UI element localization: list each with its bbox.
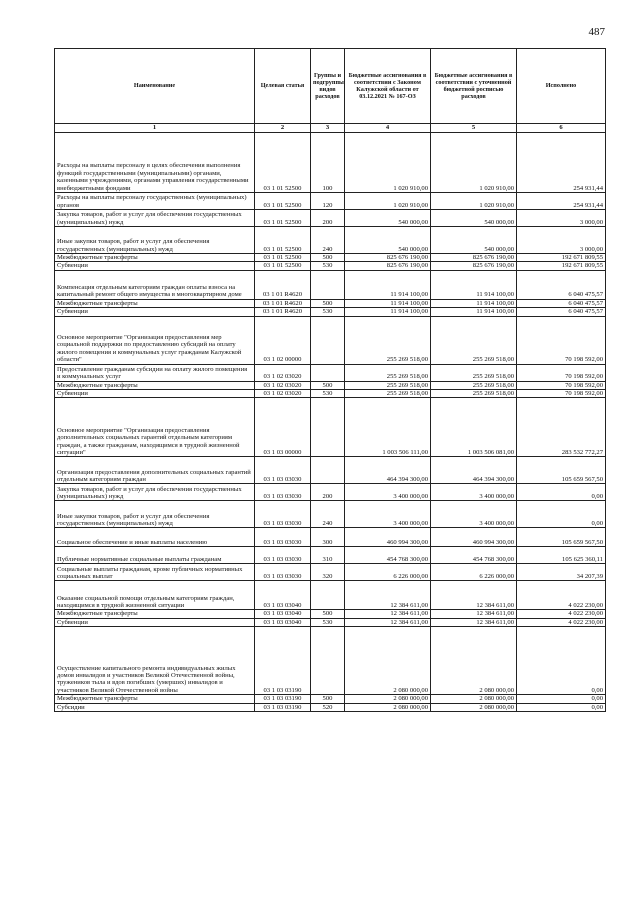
row-executed-amount: 4 022 230,00: [517, 581, 606, 610]
row-group-code: 530: [311, 262, 345, 270]
row-target-code: 03 1 03 03190: [255, 627, 311, 695]
row-name: Межбюджетные трансферты: [55, 299, 255, 307]
row-law-amount: 1 020 910,00: [345, 133, 431, 193]
table-row: [55, 457, 606, 484]
row-law-amount: 1 003 506 111,00: [345, 398, 431, 457]
row-executed-amount: 70 198 592,00: [517, 316, 606, 364]
row-executed-amount: 0,00: [517, 484, 606, 501]
table-row: [55, 564, 606, 581]
row-target-code: 03 1 03 03040: [255, 581, 311, 610]
row-target-code: 03 1 03 03040: [255, 610, 311, 618]
row-executed-amount: 6 040 475,57: [517, 308, 606, 316]
row-executed-amount: 105 625 360,11: [517, 547, 606, 564]
table-row: [55, 547, 606, 564]
row-name: Межбюджетные трансферты: [55, 254, 255, 262]
row-refined-amount: 255 269 518,00: [431, 390, 517, 398]
row-law-amount: 255 269 518,00: [345, 364, 431, 381]
row-target-code: 03 1 01 52500: [255, 210, 311, 227]
table-row: [55, 308, 606, 316]
header-law: Бюджетные ассигнования в соответствии с Законом Калужской области от 03.12.2021 № 167-ОЗ: [345, 49, 431, 124]
row-group-code: [311, 364, 345, 381]
row-refined-amount: 464 394 300,00: [431, 457, 517, 484]
row-name: Закупка товаров, работ и услуг для обеспечения государственных (муниципальных) нужд: [55, 210, 255, 227]
row-executed-amount: 70 198 592,00: [517, 381, 606, 389]
row-refined-amount: 1 003 506 081,00: [431, 398, 517, 457]
row-group-code: 500: [311, 695, 345, 703]
table-row: [55, 581, 606, 610]
row-name: Расходы на выплаты персоналу в целях обеспечения выполнения функций государственными (муниципальными) органами, казенными учреждениями, органами управления государственными внебюджетными фондами: [55, 133, 255, 193]
row-executed-amount: 254 931,44: [517, 133, 606, 193]
header-group: Группы и подгруппы видов расходов: [311, 49, 345, 124]
row-target-code: 03 1 02 03020: [255, 381, 311, 389]
row-refined-amount: 1 020 910,00: [431, 133, 517, 193]
table-row: [55, 381, 606, 389]
row-name: Социальные выплаты гражданам, кроме публичных нормативных социальных выплат: [55, 564, 255, 581]
row-law-amount: 255 269 518,00: [345, 381, 431, 389]
index-cell: 6: [517, 124, 606, 133]
row-target-code: 03 1 03 00000: [255, 398, 311, 457]
row-refined-amount: 825 676 190,00: [431, 262, 517, 270]
row-law-amount: 12 384 611,00: [345, 618, 431, 626]
row-executed-amount: 70 198 592,00: [517, 364, 606, 381]
row-refined-amount: 2 080 000,00: [431, 627, 517, 695]
row-group-code: 530: [311, 390, 345, 398]
row-group-code: [311, 270, 345, 299]
table-row: [55, 316, 606, 364]
budget-table: [54, 48, 606, 712]
row-executed-amount: 6 040 475,57: [517, 270, 606, 299]
row-executed-amount: 4 022 230,00: [517, 610, 606, 618]
row-group-code: [311, 627, 345, 695]
row-group-code: 240: [311, 501, 345, 528]
header-row: [55, 49, 606, 124]
row-group-code: 240: [311, 227, 345, 254]
header-executed: Исполнено: [517, 49, 606, 124]
row-law-amount: 1 020 910,00: [345, 193, 431, 210]
row-law-amount: 2 080 000,00: [345, 695, 431, 703]
index-row: [55, 124, 606, 133]
header-refined: Бюджетные ассигнования в соответствии с уточненной бюджетной росписью расходов: [431, 49, 517, 124]
table-row: [55, 528, 606, 547]
row-executed-amount: 192 671 809,55: [517, 254, 606, 262]
row-law-amount: 255 269 518,00: [345, 316, 431, 364]
table-row: [55, 364, 606, 381]
row-name: Публичные нормативные социальные выплаты гражданам: [55, 547, 255, 564]
row-refined-amount: 825 676 190,00: [431, 254, 517, 262]
row-executed-amount: 0,00: [517, 695, 606, 703]
row-refined-amount: 540 000,00: [431, 210, 517, 227]
table-row: [55, 618, 606, 626]
row-refined-amount: 11 914 100,00: [431, 299, 517, 307]
row-group-code: 300: [311, 528, 345, 547]
row-refined-amount: 2 080 000,00: [431, 695, 517, 703]
row-refined-amount: 11 914 100,00: [431, 308, 517, 316]
row-name: Закупка товаров, работ и услуг для обеспечения государственных (муниципальных) нужд: [55, 484, 255, 501]
row-law-amount: 2 080 000,00: [345, 703, 431, 711]
row-name: Субвенции: [55, 308, 255, 316]
row-name: Осуществление капитального ремонта индивидуальных жилых домов инвалидов и участников Великой Отечественной войны, тружеников тыла и вдов погибших (умерших) инвалидов и участников Великой Отечественной войны: [55, 627, 255, 695]
index-cell: 1: [55, 124, 255, 133]
row-refined-amount: 255 269 518,00: [431, 364, 517, 381]
table-row: [55, 398, 606, 457]
page-number: 487: [588, 26, 605, 38]
row-law-amount: 11 914 100,00: [345, 270, 431, 299]
row-refined-amount: 454 768 300,00: [431, 547, 517, 564]
row-name: Организация предоставления дополнительных социальных гарантий отдельным категориям граждан: [55, 457, 255, 484]
row-group-code: 500: [311, 610, 345, 618]
row-target-code: 03 1 03 03030: [255, 501, 311, 528]
row-name: Субвенции: [55, 262, 255, 270]
table-row: [55, 270, 606, 299]
row-target-code: 03 1 01 R4620: [255, 308, 311, 316]
header-target: Целевая статья: [255, 49, 311, 124]
row-target-code: 03 1 01 52500: [255, 254, 311, 262]
row-law-amount: 12 384 611,00: [345, 610, 431, 618]
row-law-amount: 825 676 190,00: [345, 262, 431, 270]
row-law-amount: 2 080 000,00: [345, 627, 431, 695]
row-refined-amount: 6 226 000,00: [431, 564, 517, 581]
row-name: Основное мероприятие "Организация предоставления дополнительных социальных гарантий отдельным категориям граждан, а также гражданам, находящимся в трудной жизненной ситуации": [55, 398, 255, 457]
row-executed-amount: 3 000,00: [517, 227, 606, 254]
row-law-amount: 460 994 300,00: [345, 528, 431, 547]
row-target-code: 03 1 01 52500: [255, 227, 311, 254]
row-law-amount: 454 768 300,00: [345, 547, 431, 564]
row-name: Межбюджетные трансферты: [55, 695, 255, 703]
row-law-amount: 255 269 518,00: [345, 390, 431, 398]
row-executed-amount: 105 659 567,50: [517, 528, 606, 547]
table-row: [55, 133, 606, 193]
row-law-amount: 11 914 100,00: [345, 308, 431, 316]
row-group-code: 530: [311, 618, 345, 626]
row-refined-amount: 540 000,00: [431, 227, 517, 254]
row-target-code: 03 1 01 52500: [255, 262, 311, 270]
row-target-code: 03 1 03 03190: [255, 703, 311, 711]
row-group-code: 530: [311, 308, 345, 316]
row-target-code: 03 1 02 03020: [255, 390, 311, 398]
row-law-amount: 825 676 190,00: [345, 254, 431, 262]
row-name: Субвенции: [55, 390, 255, 398]
row-group-code: 120: [311, 193, 345, 210]
table-row: [55, 390, 606, 398]
row-target-code: 03 1 02 03020: [255, 364, 311, 381]
table-row: [55, 501, 606, 528]
row-group-code: 310: [311, 547, 345, 564]
row-law-amount: 11 914 100,00: [345, 299, 431, 307]
index-cell: 2: [255, 124, 311, 133]
row-name: Предоставление гражданам субсидии на оплату жилого помещения и коммунальных услуг: [55, 364, 255, 381]
row-group-code: 100: [311, 133, 345, 193]
row-executed-amount: 6 040 475,57: [517, 299, 606, 307]
table-row: [55, 210, 606, 227]
row-name: Расходы на выплаты персоналу государственных (муниципальных) органов: [55, 193, 255, 210]
row-group-code: [311, 581, 345, 610]
row-name: Иные закупки товаров, работ и услуг для обеспечения государственных (муниципальных) нужд: [55, 227, 255, 254]
row-law-amount: 540 000,00: [345, 227, 431, 254]
row-name: Межбюджетные трансферты: [55, 610, 255, 618]
row-refined-amount: 255 269 518,00: [431, 381, 517, 389]
row-refined-amount: 2 080 000,00: [431, 703, 517, 711]
row-executed-amount: 70 198 592,00: [517, 390, 606, 398]
index-cell: 5: [431, 124, 517, 133]
row-group-code: [311, 457, 345, 484]
row-name: Межбюджетные трансферты: [55, 381, 255, 389]
row-law-amount: 3 400 000,00: [345, 501, 431, 528]
row-executed-amount: 192 671 809,55: [517, 262, 606, 270]
row-target-code: 03 1 03 03030: [255, 457, 311, 484]
row-refined-amount: 12 384 611,00: [431, 618, 517, 626]
table-row: [55, 484, 606, 501]
row-target-code: 03 1 03 03030: [255, 484, 311, 501]
table-row: [55, 262, 606, 270]
row-name: Оказание социальной помощи отдельным категориям граждан, находящимся в трудной жизненной ситуации: [55, 581, 255, 610]
row-group-code: [311, 316, 345, 364]
row-group-code: 200: [311, 484, 345, 501]
table-row: [55, 610, 606, 618]
row-executed-amount: 0,00: [517, 501, 606, 528]
row-refined-amount: 11 914 100,00: [431, 270, 517, 299]
row-name: Компенсация отдельным категориям граждан оплаты взноса на капитальный ремонт общего имущества в многоквартирном доме: [55, 270, 255, 299]
row-target-code: 03 1 03 03030: [255, 528, 311, 547]
table-row: [55, 299, 606, 307]
row-refined-amount: 460 994 300,00: [431, 528, 517, 547]
table-row: [55, 703, 606, 711]
row-group-code: 500: [311, 381, 345, 389]
index-cell: 4: [345, 124, 431, 133]
table-row: [55, 254, 606, 262]
row-group-code: 200: [311, 210, 345, 227]
row-executed-amount: 0,00: [517, 703, 606, 711]
row-refined-amount: 12 384 611,00: [431, 581, 517, 610]
row-refined-amount: 255 269 518,00: [431, 316, 517, 364]
table-row: [55, 627, 606, 695]
row-target-code: 03 1 01 R4620: [255, 270, 311, 299]
row-refined-amount: 3 400 000,00: [431, 484, 517, 501]
row-group-code: [311, 398, 345, 457]
row-target-code: 03 1 03 03030: [255, 564, 311, 581]
row-law-amount: 6 226 000,00: [345, 564, 431, 581]
row-executed-amount: 34 207,39: [517, 564, 606, 581]
row-group-code: 520: [311, 703, 345, 711]
row-target-code: 03 1 01 R4620: [255, 299, 311, 307]
row-law-amount: 3 400 000,00: [345, 484, 431, 501]
row-name: Субсидии: [55, 703, 255, 711]
row-law-amount: 464 394 300,00: [345, 457, 431, 484]
row-executed-amount: 0,00: [517, 627, 606, 695]
row-executed-amount: 254 931,44: [517, 193, 606, 210]
row-target-code: 03 1 03 03190: [255, 695, 311, 703]
row-target-code: 03 1 01 52500: [255, 193, 311, 210]
row-name: Иные закупки товаров, работ и услуг для обеспечения государственных (муниципальных) нужд: [55, 501, 255, 528]
row-executed-amount: 105 659 567,50: [517, 457, 606, 484]
table-row: [55, 193, 606, 210]
row-executed-amount: 283 532 772,27: [517, 398, 606, 457]
row-refined-amount: 12 384 611,00: [431, 610, 517, 618]
row-law-amount: 12 384 611,00: [345, 581, 431, 610]
row-law-amount: 540 000,00: [345, 210, 431, 227]
row-refined-amount: 1 020 910,00: [431, 193, 517, 210]
index-cell: 3: [311, 124, 345, 133]
table-body: [55, 133, 606, 712]
row-target-code: 03 1 03 03040: [255, 618, 311, 626]
row-target-code: 03 1 03 03030: [255, 547, 311, 564]
row-group-code: 500: [311, 254, 345, 262]
row-group-code: 500: [311, 299, 345, 307]
row-name: Социальное обеспечение и иные выплаты населению: [55, 528, 255, 547]
table-row: [55, 227, 606, 254]
row-refined-amount: 3 400 000,00: [431, 501, 517, 528]
row-group-code: 320: [311, 564, 345, 581]
row-executed-amount: 3 000,00: [517, 210, 606, 227]
row-target-code: 03 1 01 52500: [255, 133, 311, 193]
row-target-code: 03 1 02 00000: [255, 316, 311, 364]
row-name: Субвенции: [55, 618, 255, 626]
row-name: Основное мероприятие "Организация предоставления мер социальной поддержки по предоставлению субсидий на оплату жилого помещения и коммунальных услуг гражданам Калужской области": [55, 316, 255, 364]
table-row: [55, 695, 606, 703]
header-name: Наименование: [55, 49, 255, 124]
row-executed-amount: 4 022 230,00: [517, 618, 606, 626]
